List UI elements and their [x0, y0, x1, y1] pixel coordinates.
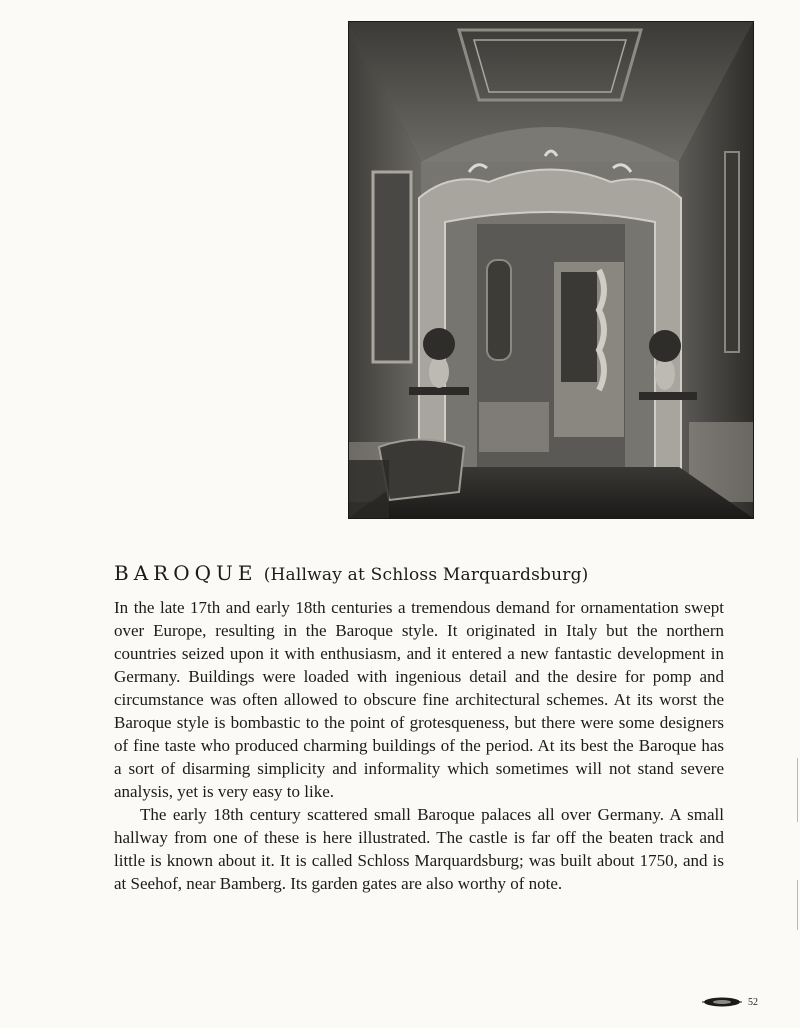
photograph-illustration	[349, 22, 753, 518]
paragraph: The early 18th century scattered small Baroque palaces all over Germany. A small hallway from one of these is here illustrated. The castle is far off the beaten track and little is known about it. It is called Schloss Marquardsburg; was built about 1750, and is at Seehof, near Bamberg. Its garden gates are also worthy of note.	[114, 805, 724, 893]
body-text	[114, 596, 724, 895]
section-subtitle: (Hallway at Schloss Marquardsburg)	[263, 565, 589, 585]
ornament-icon	[700, 996, 744, 1008]
page-number: 52	[748, 996, 758, 1008]
paragraph: In the late 17th and early 18th centuries a tremendous demand for ornamentation swept over Europe, resulting in the Baroque style. It originated in Italy but the northern countries seized upon it with enthusiasm, and it entered a new fantastic development in Germany. Buildings were loaded with ingenious detail and the desire for pomp and circumstance was often allowed to obscure fine architectural schemes. At its worst the Baroque style is bombastic to the point of grotesqueness, but there were some designers of fine taste who produced charming buildings of the period. At its best the Baroque has a sort of disarming simplicity and informality which sometimes will not stand severe analysis, yet is very easy to like.	[114, 598, 724, 801]
page-folio	[700, 996, 758, 1008]
section-title: BAROQUE	[114, 561, 258, 585]
section-heading	[114, 561, 754, 585]
scan-edge-mark	[797, 880, 798, 930]
scan-edge-mark	[797, 758, 798, 822]
hallway-photograph	[349, 22, 753, 518]
